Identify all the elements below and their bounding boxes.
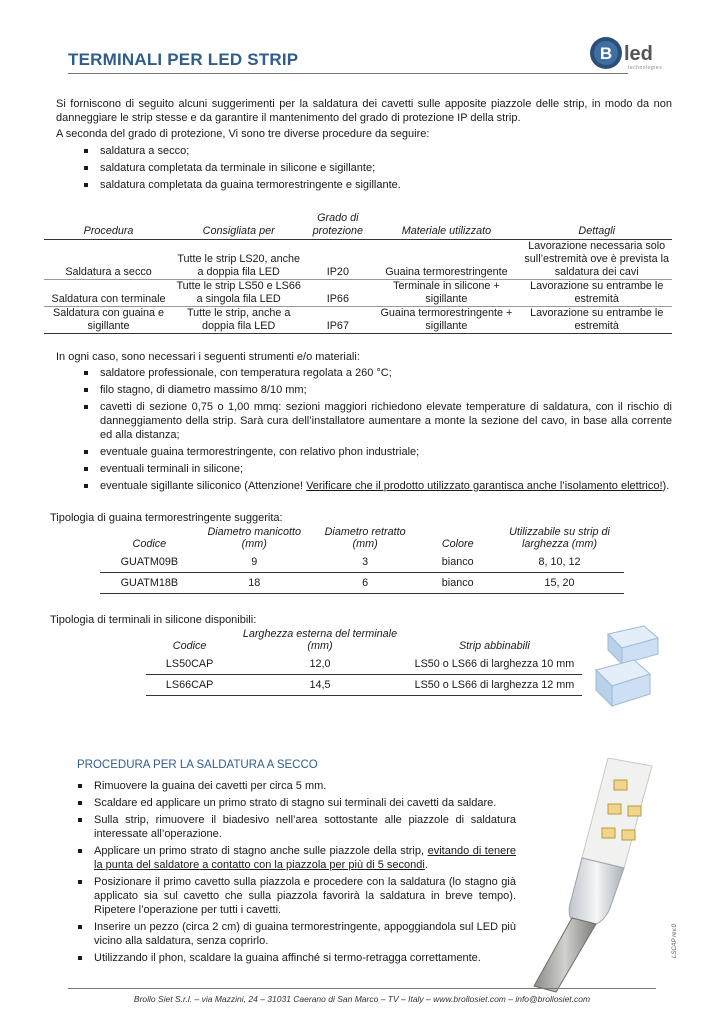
table-row — [44, 307, 672, 334]
column-header: Codice — [132, 538, 167, 550]
table-cell: 6 — [310, 573, 421, 594]
table-cell: IP20 — [304, 240, 371, 280]
table-cell: Guaina termorestringente — [371, 240, 521, 280]
table-cell: Terminale in silicone + sigillante — [371, 280, 521, 307]
list-item: Utilizzando il phon, scaldare la guaina affinché si termo-retragga correttamente. — [72, 951, 516, 965]
list-item: filo stagno, di diametro massimo 8/10 mm; — [78, 383, 672, 397]
sealant-suffix: ). — [662, 480, 670, 492]
cap-table — [146, 628, 582, 696]
column-header: Consigliata per — [173, 212, 304, 240]
list-item: Scaldare ed applicare un primo strato di stagno sui terminali dei cavetti da saldare. — [72, 796, 516, 810]
table-cell: Guaina termorestringente + sigillante — [371, 307, 521, 334]
list-item: saldatura completata da guaina termorestringente e sigillante. — [78, 178, 668, 192]
sleeve-table — [100, 526, 624, 594]
table-cell: bianco — [420, 573, 495, 594]
table-cell: Saldatura con terminale — [44, 280, 173, 307]
list-item: cavetti di sezione 0,75 o 1,00 mmq: sezioni maggiori richiedono elevate temperature di saldatura, con il rischio di danneggiamento della strip. Sarà cura dell’installatore aumentare a monte la sezione del cavo, in base alla corrente ed alla distanza; — [78, 400, 672, 442]
list-item: Posizionare il primo cavetto sulla piazzola e procedere con la saldatura (lo stagno già applicato sia sul cavetto che sulla piazzola favorirà la saldatura in breve tempo). Ripetere l’operazione per tutti i cavetti. — [72, 875, 516, 917]
table-row — [44, 240, 672, 280]
list-item: Inserire un pezzo (circa 2 cm) di guaina termorestringente, appoggiandola sul LED più vicino alla saldatura, senza coprirlo. — [72, 920, 516, 948]
table-cell: LS50 o LS66 di larghezza 10 mm — [407, 654, 582, 675]
table-cell: Lavorazione necessaria solo sull’estremità ove è prevista la saldatura dei cavi — [521, 240, 672, 280]
table-row — [100, 573, 624, 594]
table-cell: Saldatura con guaina e sigillante — [44, 307, 173, 334]
footer-divider — [68, 988, 656, 989]
table-cell: Lavorazione su entrambe le estremità — [521, 280, 672, 307]
table-cell: Saldatura a secco — [44, 240, 173, 280]
sealant-warning: Verificare che il prodotto utilizzato garantisca anche l’isolamento elettrico! — [306, 480, 663, 492]
list-item: Sulla strip, rimuovere il biadesivo nell’area sottostante alle piazzole di saldatura interessate all’operazione. — [72, 813, 516, 841]
logo-subtitle: technologies — [628, 65, 663, 71]
table-cell: 14,5 — [233, 675, 407, 696]
procedure-table — [44, 212, 672, 334]
logo-letter: B — [599, 44, 613, 63]
dry-solder-steps — [72, 779, 516, 968]
table-cell: 8, 10, 12 — [495, 552, 624, 573]
table-cell: 9 — [199, 552, 310, 573]
table-cell: 3 — [310, 552, 421, 573]
table-cell: IP67 — [304, 307, 371, 334]
intro-paragraph: Si forniscono di seguito alcuni suggerimenti per la saldatura dei cavetti sulle apposite piazzole delle strip, in modo da non danneggiare le strip stesse e da garantire il mantenimento del grado di protezione IP della strip. — [56, 98, 672, 124]
page-title: TERMINALI PER LED STRIP — [68, 50, 299, 69]
led-strip-photo — [512, 758, 664, 994]
intro-procedures-lead: A seconda del grado di protezione, Vi sono tre diverse procedure da seguire: — [56, 128, 430, 140]
table-cell: 15, 20 — [495, 573, 624, 594]
table-cell: Lavorazione su entrambe le estremità — [521, 307, 672, 334]
table-cell: bianco — [420, 552, 495, 573]
table-cell: GUATM18B — [100, 573, 199, 594]
table-row — [146, 675, 582, 696]
step-suffix: . — [424, 859, 428, 871]
table-cell: LS66CAP — [146, 675, 233, 696]
list-item: Rimuovere la guaina dei cavetti per circa 5 mm. — [72, 779, 516, 793]
table-cell: LS50CAP — [146, 654, 233, 675]
list-item — [72, 844, 516, 872]
list-item: saldatura completata da terminale in silicone e sigillante; — [78, 161, 668, 175]
column-header: Diametro retratto (mm) — [324, 526, 406, 550]
list-item — [78, 479, 672, 493]
sleeve-table-caption: Tipologia di guaina termorestringente suggerita: — [50, 512, 283, 524]
table-row — [100, 552, 624, 573]
list-item: saldatura a secco; — [78, 144, 668, 158]
column-header: Grado di protezione — [304, 212, 371, 240]
table-cell: Tutte le strip LS50 e LS66 a singola fila LED — [173, 280, 304, 307]
column-header: Larghezza esterna del terminale (mm) — [242, 628, 398, 652]
step-text: Applicare un primo strato di stagno anche sulle piazzole della strip, — [94, 845, 428, 857]
column-header: Materiale utilizzato — [371, 212, 521, 240]
footer-address: Brollo Siet S.r.l. – via Mazzini, 24 – 31031 Caerano di San Marco – TV – Italy – www.brollosiet.com – info@brollosiet.com — [133, 994, 591, 1004]
table-row — [146, 654, 582, 675]
logo-word: led — [624, 43, 653, 65]
cap-table-caption: Tipologia di terminali in silicone disponibili: — [50, 614, 257, 626]
column-header: Diametro manicotto (mm) — [207, 526, 302, 550]
table-cell: 12,0 — [233, 654, 407, 675]
table-cell: IP66 — [304, 280, 371, 307]
column-header: Dettagli — [521, 212, 672, 240]
column-header: Procedura — [44, 212, 173, 240]
column-header: Codice — [172, 640, 207, 652]
table-cell: GUATM09B — [100, 552, 199, 573]
procedure-list — [78, 144, 668, 195]
title-divider — [68, 73, 628, 74]
tools-intro: In ogni caso, sono necessari i seguenti strumenti e/o materiali: — [56, 351, 360, 363]
revision-label: LSCAP rev.0 — [672, 923, 678, 958]
column-header: Colore — [441, 538, 474, 550]
list-item: eventuale guaina termorestringente, con relativo phon industriale; — [78, 445, 672, 459]
table-cell: Tutte le strip LS20, anche a doppia fila LED — [173, 240, 304, 280]
silicone-caps-photo — [590, 620, 674, 730]
company-logo — [588, 34, 678, 74]
list-item: saldatore professionale, con temperatura regolata a 260 °C; — [78, 366, 672, 380]
table-cell: Tutte le strip, anche a doppia fila LED — [173, 307, 304, 334]
table-cell: LS50 o LS66 di larghezza 12 mm — [407, 675, 582, 696]
tools-list — [78, 366, 672, 496]
table-row — [44, 280, 672, 307]
list-item: eventuali terminali in silicone; — [78, 462, 672, 476]
step-warning: evitando di tenere la punta del saldatore a contatto con la piazzola per più di 5 secondi — [94, 845, 516, 871]
table-cell: 18 — [199, 573, 310, 594]
section-title: PROCEDURA PER LA SALDATURA A SECCO — [77, 759, 318, 771]
column-header: Utilizzabile su strip di larghezza (mm) — [509, 526, 610, 550]
column-header: Strip abbinabili — [458, 640, 530, 652]
sealant-text: eventuale sigillante siliconico (Attenzione! — [100, 480, 307, 492]
